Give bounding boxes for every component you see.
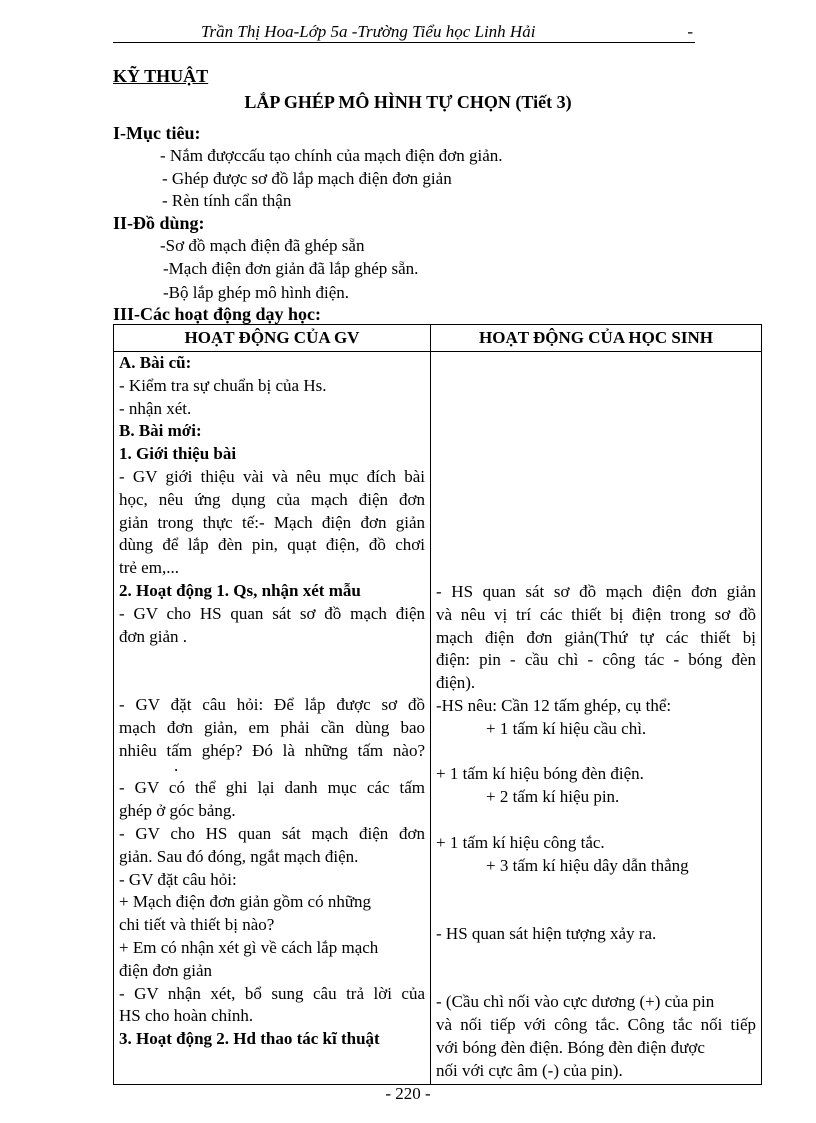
hs-line <box>436 809 756 832</box>
hs-line: + 1 tấm kí hiệu công tắc. <box>436 832 605 852</box>
gv-line: . <box>174 762 179 776</box>
gv-line: - GV đặt câu hỏi: <box>119 869 237 889</box>
objective-item: - Rèn tính cẩn thận <box>162 191 292 210</box>
gv-line: giản. Sau đó đóng, ngắt mạch điện. <box>119 846 359 866</box>
gv-line: - GV đặt câu hỏi: Để lắp được sơ đồ <box>119 694 425 714</box>
gv-line: HS cho hoàn chỉnh. <box>119 1006 254 1026</box>
hs-line: và nối tiếp với công tắc. Công tắc nối tiếp <box>436 1015 756 1035</box>
gv-line: - Kiểm tra sự chuẩn bị của Hs. <box>119 375 327 395</box>
hs-line: với bóng đèn điện. Bóng đèn điện được <box>436 1037 705 1057</box>
activities-heading: III-Các hoạt động dạy học: <box>113 304 322 324</box>
objectives-heading: I-Mục tiêu: <box>113 123 201 143</box>
gv-line: + Mạch điện đơn giản gồm có những <box>119 892 372 912</box>
gv-line: - GV cho HS quan sát sơ đồ mạch điện <box>119 603 425 623</box>
lesson-title: LẮP GHÉP MÔ HÌNH TỰ CHỌN (Tiết 3) <box>244 92 572 112</box>
materials-heading: II-Đồ dùng: <box>113 213 205 233</box>
page-number: - 220 - <box>385 1084 431 1103</box>
hs-line: - (Cầu chì nối vào cực dương (+) của pin <box>436 992 715 1012</box>
hs-line: mạch điện đơn giản(Thứ tự các thiết bị <box>436 627 756 647</box>
gv-line: mạch đơn giản, em phải cần dùng bao <box>119 717 425 737</box>
gv-line: học, nêu ứng dụng của mạch điện đơn <box>119 489 425 509</box>
header-text: Trần Thị Hoa-Lớp 5a -Trường Tiểu học Linh Hải <box>201 22 536 41</box>
objective-item: - Nắm đượccấu tạo chính của mạch điện đơn giản. <box>160 146 503 165</box>
hs-line <box>436 900 756 923</box>
header-dash: - <box>687 22 693 41</box>
teacher-column-header: HOẠT ĐỘNG CỦA GV <box>114 325 431 352</box>
gv-line: ghép ở góc bảng. <box>119 801 236 821</box>
page-header <box>113 22 695 43</box>
hs-line: -HS nêu: Cần 12 tấm ghép, cụ thể: <box>436 695 672 715</box>
gv-line: trẻ em,... <box>119 558 179 578</box>
gv-line: 3. Hoạt động 2. Hd thao tác kĩ thuật <box>119 1029 380 1049</box>
hs-line: - HS quan sát sơ đồ mạch điện đơn giản <box>436 582 756 601</box>
hs-line <box>436 877 756 900</box>
material-item: -Sơ đồ mạch điện đã ghép sẵn <box>160 236 365 255</box>
gv-line: B. Bài mới: <box>119 421 202 441</box>
gv-line: giản trong thực tế:- Mạch điện đơn giản <box>119 512 425 532</box>
gv-line: - GV có thể ghi lại danh mục các tấm <box>119 778 425 798</box>
gv-line: điện đơn giản <box>119 960 213 980</box>
gv-line: nhiêu tấm ghép? Đó là những tấm nào? <box>119 740 425 760</box>
hs-line <box>436 946 756 969</box>
gv-line: + Em có nhận xét gì về cách lắp mạch <box>119 937 379 957</box>
gv-line: A. Bài cũ: <box>119 353 192 372</box>
gv-line: - nhận xét. <box>119 398 192 418</box>
material-item: -Bộ lắp ghép mô hình điện. <box>163 283 350 302</box>
activities-table <box>113 324 762 1085</box>
hs-line: và nêu vị trí các thiết bị điện trong sơ đồ <box>436 604 756 624</box>
gv-line: - GV cho HS quan sát mạch điện đơn <box>119 823 425 843</box>
hs-line: + 1 tấm kí hiệu cầu chì. <box>486 718 647 738</box>
subject-title: KỸ THUẬT <box>113 66 209 86</box>
hs-line: + 1 tấm kí hiệu bóng đèn điện. <box>436 764 644 784</box>
gv-line: 2. Hoạt động 1. Qs, nhận xét mẫu <box>119 580 361 600</box>
gv-line: 1. Giới thiệu bài <box>119 444 237 464</box>
gv-line: - GV nhận xét, bổ sung câu trả lời của <box>119 983 425 1003</box>
objective-item: - Ghép được sơ đồ lắp mạch điện đơn giản <box>162 169 452 188</box>
hs-line: + 2 tấm kí hiệu pin. <box>486 787 620 807</box>
hs-line: điện). <box>436 673 476 693</box>
hs-line: điện: pin - cầu chì - công tác - bóng đèn <box>436 650 756 670</box>
gv-line: dùng để lắp đèn pin, quạt điện, đồ chơi <box>119 535 425 555</box>
hs-line <box>436 969 756 992</box>
student-column-header: HOẠT ĐỘNG CỦA HỌC SINH <box>431 325 762 352</box>
gv-line <box>119 671 425 694</box>
gv-line: đơn giản . <box>119 626 188 646</box>
student-activities-cell <box>431 352 762 1085</box>
hs-line <box>436 741 756 764</box>
hs-line: - HS quan sát hiện tượng xảy ra. <box>436 923 657 943</box>
material-item: -Mạch điện đơn giản đã lắp ghép sẵn. <box>163 259 419 278</box>
teacher-activities-cell <box>114 352 431 1085</box>
gv-line: chi tiết và thiết bị nào? <box>119 915 275 935</box>
hs-line: nối với cực âm (-) của pin). <box>436 1060 623 1080</box>
hs-line: + 3 tấm kí hiệu dây dẫn thẳng <box>486 855 689 875</box>
gv-line: - GV giới thiệu vài và nêu mục đích bài <box>119 466 425 486</box>
gv-line <box>119 648 425 671</box>
